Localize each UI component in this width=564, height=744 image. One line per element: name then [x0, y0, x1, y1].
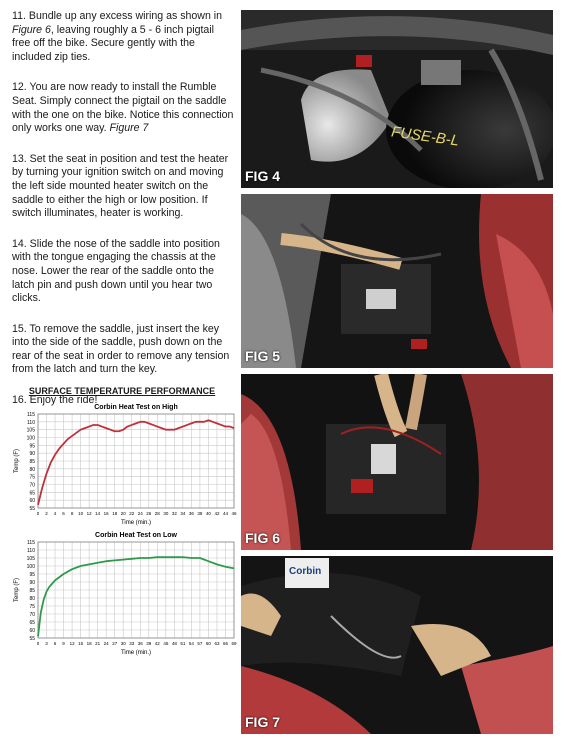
x-tick-label: 34	[180, 511, 186, 516]
chart-low	[8, 528, 238, 658]
x-tick-label: 30	[163, 511, 169, 516]
x-tick-label: 45	[163, 641, 169, 646]
x-tick-label: 51	[180, 641, 186, 646]
x-tick-label: 42	[154, 641, 160, 646]
figure-6-photo	[241, 374, 553, 550]
instructions	[12, 10, 235, 425]
y-tick-label: 60	[29, 628, 35, 634]
y-tick-label: 85	[29, 588, 35, 594]
step-13: 13. Set the seat in position and test the heater by turning your ignition switch on and moving the left side mounted heater switch on the saddle to either the high or low position. If switch illuminates, heater is working.	[12, 152, 229, 220]
y-tick-label: 100	[26, 435, 35, 442]
section-title: SURFACE TEMPERATURE PERFORMANCE	[28, 386, 216, 396]
x-tick-label: 44	[222, 511, 228, 516]
step-15: 15. To remove the saddle, just insert the key into the side of the saddle, push down on the rear of the seat in order to remove any tension from the latch and turn the key.	[12, 322, 230, 376]
x-tick-label: 27	[112, 641, 118, 646]
x-tick-label: 0	[36, 511, 40, 516]
y-tick-label: 95	[29, 443, 35, 450]
y-tick-label: 115	[27, 540, 35, 546]
x-tick-label: 54	[188, 641, 194, 646]
y-tick-label: 110	[27, 548, 35, 554]
x-tick-label: 12	[69, 641, 75, 646]
x-tick-label: 20	[120, 511, 126, 516]
y-tick-label: 70	[29, 612, 35, 618]
x-axis-label: Time (min.)	[120, 650, 152, 656]
y-tick-label: 90	[29, 451, 35, 458]
wiring-harness-image	[241, 10, 553, 188]
y-tick-label: 110	[27, 419, 35, 426]
x-tick-label: 28	[154, 511, 160, 516]
chart-high	[8, 400, 238, 528]
x-tick-label: 6	[62, 511, 65, 516]
figure-4-photo	[241, 10, 553, 188]
connector-image	[241, 194, 553, 368]
series-line	[38, 557, 234, 636]
y-tick-label: 105	[26, 556, 35, 562]
figure-7-photo	[241, 556, 553, 734]
y-tick-label: 95	[29, 572, 35, 578]
bundled-wiring-image	[241, 374, 553, 550]
y-tick-label: 90	[29, 580, 35, 586]
x-tick-label: 30	[120, 641, 126, 646]
y-tick-label: 65	[29, 490, 35, 497]
chart-low-svg	[8, 528, 238, 658]
x-tick-label: 39	[146, 641, 152, 646]
x-tick-label: 32	[171, 511, 177, 516]
seat-connection-image	[241, 556, 553, 734]
x-tick-label: 36	[137, 641, 143, 646]
y-tick-label: 65	[29, 620, 35, 626]
x-tick-label: 66	[222, 641, 228, 646]
x-tick-label: 40	[205, 511, 211, 516]
x-tick-label: 9	[62, 641, 65, 646]
chart-title: Corbin Heat Test on Low	[95, 532, 177, 539]
figure-5-photo	[241, 194, 553, 368]
y-axis-label: Temp (F)	[14, 449, 20, 473]
x-tick-label: 33	[129, 641, 135, 646]
x-tick-label: 16	[103, 511, 109, 516]
y-tick-label: 55	[29, 506, 35, 512]
y-tick-label: 105	[26, 427, 35, 434]
y-tick-label: 100	[26, 564, 35, 570]
corbin-logo: Corbin	[289, 566, 322, 577]
y-tick-label: 75	[29, 604, 35, 610]
x-tick-label: 42	[214, 511, 220, 516]
x-tick-label: 24	[103, 641, 109, 646]
x-tick-label: 6	[53, 641, 57, 646]
y-tick-label: 80	[29, 596, 35, 602]
y-tick-label: 75	[29, 474, 35, 481]
x-tick-label: 24	[137, 511, 143, 516]
x-tick-label: 57	[197, 641, 203, 646]
x-axis-label: Time (min.)	[120, 520, 152, 526]
figure-6-label: FIG 6	[245, 530, 281, 546]
y-tick-label: 85	[29, 459, 35, 465]
x-tick-label: 26	[146, 511, 152, 516]
x-tick-label: 2	[45, 511, 48, 516]
chart-title: Corbin Heat Test on High	[94, 404, 178, 411]
x-tick-label: 21	[95, 641, 101, 646]
x-tick-label: 0	[36, 641, 40, 646]
step-14: 14. Slide the nose of the saddle into position with the tongue engaging the chassis at the nose. Lower the rear of the saddle onto the latch pin and push down until you hear two clicks.	[12, 237, 220, 305]
x-tick-label: 14	[95, 511, 101, 516]
figure-5-label: FIG 5	[245, 348, 281, 364]
x-tick-label: 18	[112, 511, 118, 516]
chart-high-svg	[8, 400, 238, 528]
x-tick-label: 69	[231, 641, 237, 646]
x-tick-label: 4	[53, 511, 57, 516]
x-tick-label: 36	[188, 511, 194, 516]
x-tick-label: 48	[171, 641, 177, 646]
x-tick-label: 38	[197, 511, 203, 516]
x-tick-label: 22	[129, 511, 135, 516]
y-tick-label: 55	[29, 636, 35, 642]
x-tick-label: 10	[78, 511, 84, 516]
x-tick-label: 15	[78, 641, 84, 646]
x-tick-label: 46	[231, 511, 237, 516]
y-tick-label: 60	[29, 498, 35, 505]
step-11: 11. Bundle up any excess wiring as shown in Figure 6, leaving roughly a 5 - 6 inch pigtail free off the bike. Secure gently with the included zip ties.	[12, 10, 223, 63]
y-tick-label: 80	[29, 466, 35, 473]
x-tick-label: 18	[86, 641, 92, 646]
fuse-label: FUSE-B-L	[390, 123, 461, 150]
x-tick-label: 60	[205, 641, 211, 646]
y-tick-label: 115	[27, 412, 35, 418]
x-tick-label: 12	[86, 511, 92, 516]
x-tick-label: 3	[45, 641, 48, 646]
x-tick-label: 63	[214, 641, 220, 646]
figure-7-label: FIG 7	[245, 714, 281, 730]
step-16: 16. Enjoy the ride!	[12, 394, 98, 407]
step-12: 12. You are now ready to install the Rumble Seat. Simply connect the pigtail on the saddle with the one on the bike. Notice this connection only works one way. Figure 7	[12, 81, 234, 135]
figure-4-label: FIG 4	[245, 168, 281, 184]
y-tick-label: 70	[29, 482, 35, 489]
x-tick-label: 8	[70, 511, 74, 516]
y-axis-label: Temp (F)	[14, 578, 20, 602]
